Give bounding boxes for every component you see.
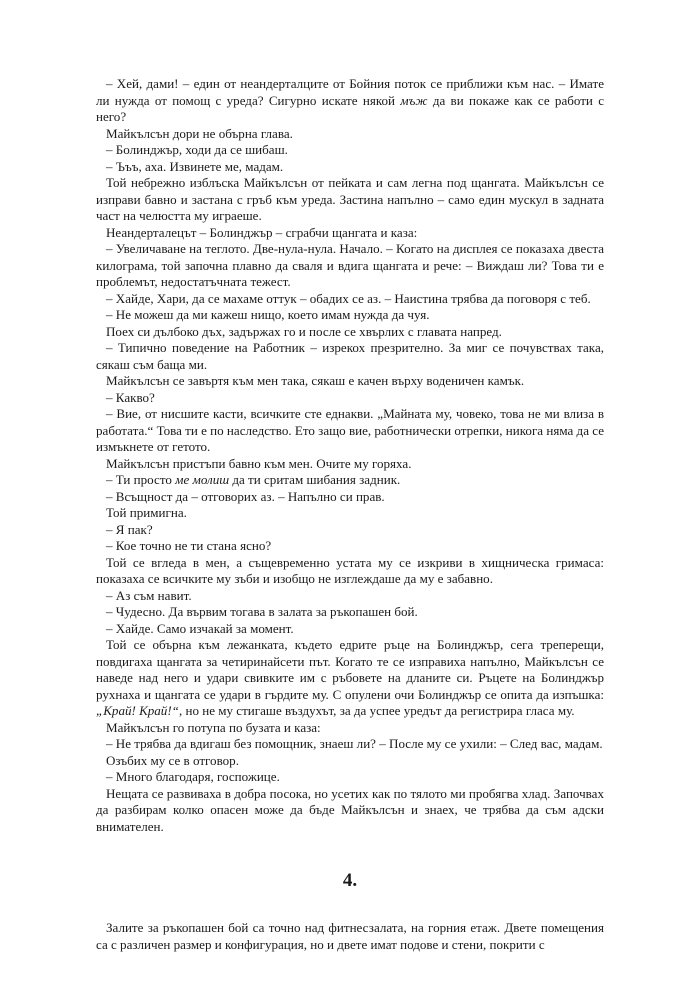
paragraph: – Хайде, Хари, да се махаме оттук – обадих се аз. – Наистина трябва да поговоря с теб. bbox=[106, 290, 591, 306]
emphasis: ме молиш bbox=[175, 472, 230, 487]
paragraph: Неандерталецът – Болинджър – сграбчи щангата и каза: bbox=[106, 224, 418, 240]
chapter-heading: 4. bbox=[342, 870, 358, 891]
paragraph: – Вие, от нисшите касти, всичките сте еднакви. „Майната му, човеко, това не ми влиза в работата.“ Това ти е по наследство. Ето защо вие, работнически отрепки, никога няма да се измъкнете от гетото. bbox=[96, 406, 604, 454]
paragraph: – Я пак? bbox=[106, 521, 153, 537]
paragraph: – Всъщност да – отговорих аз. – Напълно си прав. bbox=[106, 488, 385, 504]
text-after-heading bbox=[96, 920, 604, 953]
spacer bbox=[96, 893, 604, 920]
paragraph: – Хайде. Само изчакай за момент. bbox=[106, 620, 294, 636]
paragraph: – Болинджър, ходи да се шибаш. bbox=[106, 142, 288, 157]
paragraph: Той се вгледа в мен, а същевременно устата му се изкриви в хищническа гримаса: показаха се всичките му зъби и изобщо не изглеждаше да му е забавно. bbox=[96, 554, 604, 586]
paragraph: – Чудесно. Да вървим тогава в залата за ръкопашен бой. bbox=[106, 604, 418, 619]
paragraph: Той примигна. bbox=[106, 505, 187, 520]
emphasis: „Край! Край!“ bbox=[96, 703, 179, 718]
text-before-heading bbox=[96, 76, 604, 835]
paragraph: Поех си дълбоко дъх, задържах го и после се хвърлих с главата напред. bbox=[106, 323, 502, 339]
paragraph: Майкълсън го потупа по бузата и каза: bbox=[106, 719, 321, 735]
paragraph: Майкълсън дори не обърна глава. bbox=[106, 125, 293, 141]
paragraph: – Какво? bbox=[106, 389, 155, 405]
paragraph: Той небрежно изблъска Майкълсън от пейката и сам легна под щангата. Майкълсън се изправи бавно и застана с гръб към уреда. Застина напълно – само един мускул в задната част на челюстта му играеше. bbox=[96, 175, 604, 223]
paragraph: – Не можеш да ми кажеш нищо, което имам нужда да чуя. bbox=[106, 307, 430, 322]
paragraph: Майкълсън се завъртя към мен така, сякаш е качен върху воденичен камък. bbox=[106, 373, 525, 388]
paragraph: – Много благодаря, госпожице. bbox=[106, 769, 280, 784]
paragraph: – Ъъъ, аха. Извинете ме, мадам. bbox=[106, 158, 284, 174]
paragraph: Озъбих му се в отговор. bbox=[106, 752, 239, 768]
paragraph: – Типично поведение на Работник – изрекох презрително. За миг се почувствах така, сякаш съм баща ми. bbox=[96, 340, 604, 372]
paragraph: – Хей, дами! – един от неандерталците от Бойния поток се приближи към нас. – Имате ли нужда от помощ с уреда? Сигурно искате някой мъж да ви покаже как се работи с него? bbox=[96, 76, 604, 124]
emphasis: мъж bbox=[400, 92, 428, 108]
paragraph: – Кое точно не ти стана ясно? bbox=[106, 538, 272, 553]
paragraph: Майкълсън пристъпи бавно към мен. Очите му горяха. bbox=[106, 455, 412, 471]
paragraph: Той се обърна към лежанката, където едрите ръце на Болинджър, сега треперещи, повдигаха щангата за четиринайсети път. Когато те се изправиха напълно, Майкълсън се наведе над него и удари свивките им с ръбовете на дланите си. Ръцете на Болинджър рухнаха и щангата се удари в гърдите му. С опулени очи Болинджър се опита да изпъшка: „Край! Край!“, но не му стигаше въздухът, за да успее уредът да регистрира гласа му. bbox=[96, 637, 604, 718]
paragraph: – Аз съм навит. bbox=[106, 587, 192, 603]
spacer bbox=[96, 835, 604, 869]
paragraph: – Ти просто ме молиш да ти сритам шибания задник. bbox=[106, 472, 401, 487]
paragraph: Залите за ръкопашен бой са точно над фитнесзалата, на горния етаж. Двете помещения са с различен размер и конфигурация, но и двете имат подове и стени, покрити с bbox=[96, 920, 604, 952]
paragraph: Нещата се развиваха в добра посока, но усетих как по тялото ми пробягва хлад. Започвах да разбирам колко опасен може да бъде Майкълсън и знаех, че трябва да съм адски внимателен. bbox=[96, 785, 604, 834]
paragraph: – Увеличаване на теглото. Две-нула-нула. Начало. – Когато на дисплея се показаха двеста килограма, той започна плавно да сваля и вдига щангата и рече: – Виждаш ли? Това ти е проблемът, недостатъчната тежест. bbox=[96, 241, 604, 289]
paragraph: – Не трябва да вдигаш без помощник, знаеш ли? – После му се ухили: – След вас, мадам. bbox=[106, 736, 603, 751]
